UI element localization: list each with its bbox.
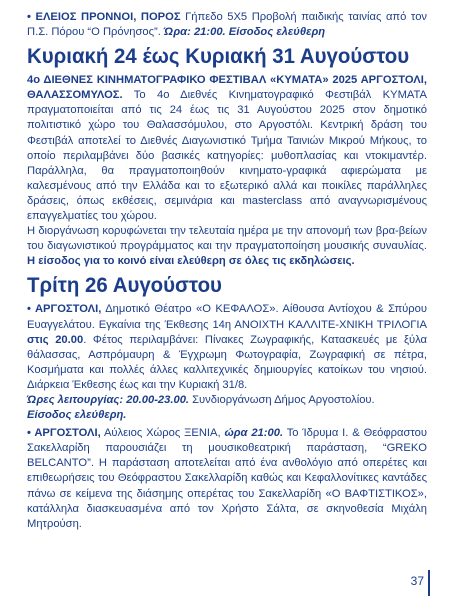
event-hours: Ώρα: 21:00. Είσοδος ελεύθερη bbox=[163, 26, 326, 39]
bullet: • bbox=[27, 11, 36, 23]
date-heading-24-31: Κυριακή 24 έως Κυριακή 31 Αυγούστου bbox=[27, 44, 410, 69]
event-festival bbox=[27, 73, 427, 224]
event-text-2: Το Ίδρυμα Ι. & Θεόφραστου Σακελλαρίδη παρουσιάζει τη μουσικοθεατρική παράσταση, “GREKO BELCANTO”. Η παράσταση αποτελείται από ένα ανθολόγιο από οπερέτες και επιθεωρήσεις του Θεόφραστου Σακελλαρίδη καθώς και Κεφαλλονίτικες καντάδες πάνω σε κείμενα της διάσημης οπερέτας του Σακελλαρίδη «Ο ΒΑΦΤΙΣΤΙΚΟΣ», κατάλληλα διασκευασμένα από τον Χρήστο Σάλτα, σε σκηνοθεσία Μιχάλη Μητρούση. bbox=[27, 427, 427, 530]
event-text: Δημοτικό Θέατρο «Ο ΚΕΦΑΛΟΣ». Αίθουσα Αντίοχου & Σπύρου Ευαγγελάτου. Εγκαίνια της Έκθεσης 14η ΑΝΟΙΧΤΗ ΚΑΛΛΙΤΕ-ΧΝΙΚΗ ΤΡΙΛΟΓΙΑ bbox=[27, 303, 427, 331]
festival-title: 4ο ΔΙΕΘΝΕΣ ΚΙΝΗΜΑΤΟΓΡΑΦΙΚΟ ΦΕΣΤΙΒΑΛ «ΚΥΜΑΤΑ» 2025 ΑΡΓΟΣΤΟΛΙ, ΘΑΛΑΣΣΟΜΥΛΟΣ. bbox=[27, 74, 427, 102]
page-content bbox=[27, 10, 427, 532]
bullet: • bbox=[27, 427, 35, 440]
date-heading-26: Τρίτη 26 Αυγούστου bbox=[27, 273, 222, 298]
page-number-marker bbox=[404, 570, 430, 596]
page-number: 37 bbox=[410, 574, 424, 588]
bullet: • bbox=[27, 303, 35, 316]
event-place: ΕΛΕΙΟΣ ΠΡΟΝΝΟΙ, ΠΟΡΟΣ bbox=[35, 11, 181, 23]
event-exhibition-free bbox=[27, 408, 427, 423]
event-text: Αύλειος Χώρος ΞΕΝΙΑ, bbox=[100, 427, 225, 440]
event-festival-closing bbox=[27, 224, 427, 269]
event-poros bbox=[27, 10, 427, 40]
festival-text: Το 4ο Διεθνές Κινηματογραφικό Φεστιβάλ ΚΥΜΑΤΑ πραγματοποιείται από τις 24 έως τις 31 Αυγούστου 2025 στον δημοτικό πολιτιστικό χώρο του Θαλασσόμυλου, στο Αργοστόλι. Κεντρική δράση του Φεστιβάλ αποτελεί το Διεθνές Διαγωνιστικό Τμήμα Ταινιών Μικρού Μήκους, το οποίο περιλαμβάνει δύο βασικές κατηγορίες: μυθοπλασίας και ντοκιμαντέρ. Παράλληλα, θα πραγματοποιηθούν κινηματο-γραφικά αφιερώματα με καλεσμένους από την Ελλάδα και το εξωτερικό αλλά και ποικίλες παράλληλες δράσεις, όπως εκθέσεις, σεμινάρια και masterclass από αναγνωρισμένους επαγγελματίες του χώρου. bbox=[27, 89, 427, 223]
event-exhibition-hours bbox=[27, 393, 427, 408]
event-text-2: . Φέτος περιλαμβάνει: Πίνακες Ζωγραφικής, Κατασκευές με ξύλα θάλασσας, Ασπρόμαυρη & Έγχρωμη Φωτογραφία, Ζωγραφική σε πέτρα, Κοσμήματα και πολλές άλλες καλλιτεχνικές δημιουργίες κατοίκων του νησιού. Διάρκεια Έκθεσης έως και την Κυριακή 31/8. bbox=[27, 333, 427, 391]
event-free-entry: Είσοδος ελεύθερη. bbox=[27, 409, 127, 422]
event-time: ώρα 21:00. bbox=[224, 427, 284, 440]
event-place: ΑΡΓΟΣΤΟΛΙ, bbox=[34, 427, 101, 440]
festival-free-entry: Η είσοδος για το κοινό είναι ελεύθερη σε όλες τις εκδηλώσεις. bbox=[27, 255, 355, 268]
festival-text-2: Η διοργάνωση κορυφώνεται την τελευταία ημέρα με την απονομή των βρα-βείων του διαγωνιστικού προγράμματος και την πραγματοποίηση μουσικής συναυλίας. bbox=[27, 225, 427, 253]
event-organizer: Συνδιοργάνωση Δήμος Αργοστολίου. bbox=[189, 393, 375, 406]
event-hours: Ώρες λειτουργίας: 20.00-23.00. bbox=[27, 393, 190, 406]
event-exhibition bbox=[27, 302, 427, 393]
event-time: στις 20.00 bbox=[27, 333, 84, 346]
event-text: Γήπεδο 5Χ5 Προβολή παιδικής ταινίας από τον Π.Σ. Πόρου “Ο Πρόνησος”. bbox=[27, 11, 428, 39]
event-greko-belcanto bbox=[27, 426, 427, 532]
event-place: ΑΡΓΟΣΤΟΛΙ, bbox=[34, 303, 102, 316]
